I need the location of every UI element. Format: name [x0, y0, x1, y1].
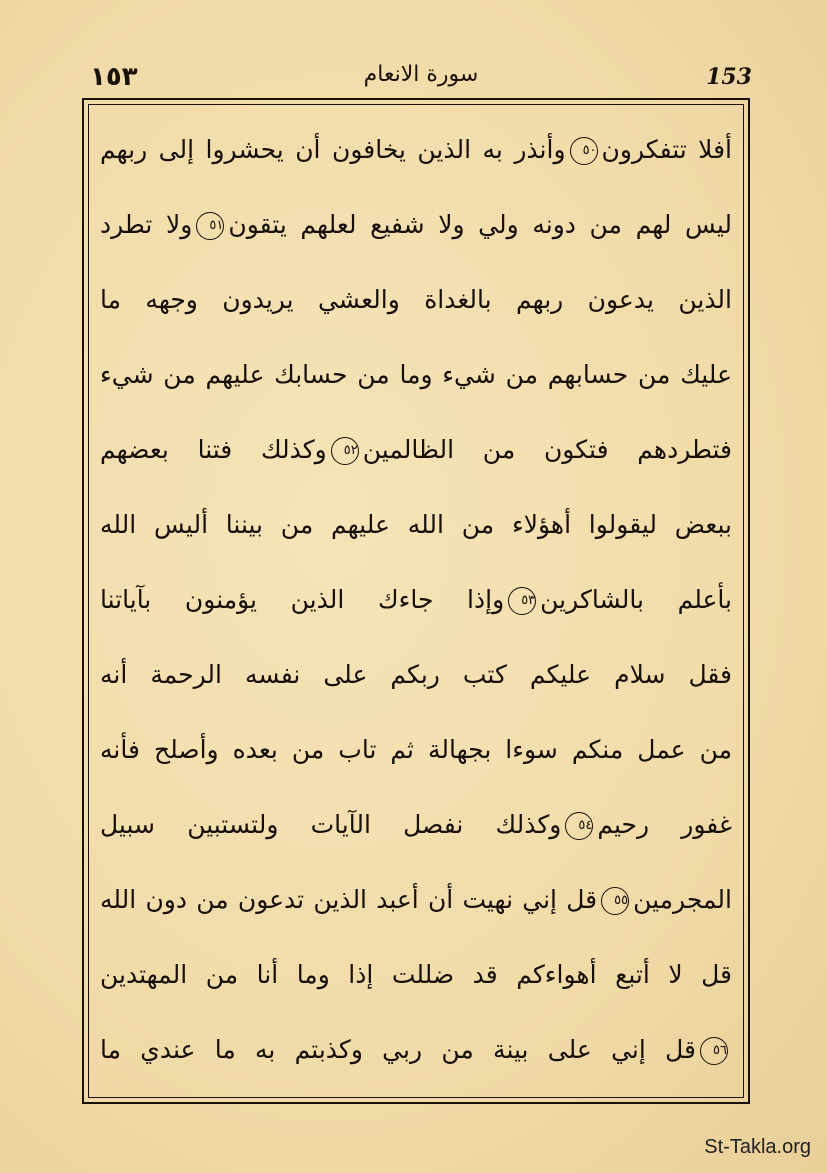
verse-text: بأعلم بالشاكرين	[540, 585, 732, 614]
text-line	[100, 130, 732, 170]
verse-text: عليك من حسابهم من شيء وما من حسابك عليهم من شيء	[100, 360, 732, 389]
verse-text: قل لا أتبع أهواءكم قد ضللت إذا وما أنا من المهتدين	[100, 960, 732, 989]
page-number-arabic: ١٥٣	[90, 62, 138, 92]
text-line	[100, 430, 732, 470]
verse-text: من عمل منكم سوءا بجهالة ثم تاب من بعده وأصلح فأنه	[100, 735, 732, 764]
ayah-number-marker: ٥١	[196, 212, 224, 240]
text-line	[100, 505, 732, 545]
verse-text: غفور رحيم	[597, 810, 732, 839]
text-line	[100, 805, 732, 845]
text-line	[100, 355, 732, 395]
verse-text: وأنذر به الذين يخافون أن يحشروا إلى ربهم	[100, 135, 566, 164]
page-number-latin: 153	[706, 64, 752, 90]
verse-text: فقل سلام عليكم كتب ربكم على نفسه الرحمة أنه	[100, 660, 732, 689]
ayah-number-marker: ٥٦	[700, 1037, 728, 1065]
verse-text: أفلا تتفكرون	[601, 135, 732, 164]
ayah-number-marker: ٥٠	[570, 137, 598, 165]
text-line	[100, 1030, 732, 1070]
text-line	[100, 880, 732, 920]
text-line	[100, 280, 732, 320]
verse-text: فتطردهم فتكون من الظالمين	[362, 435, 732, 464]
text-line	[100, 205, 732, 245]
text-line	[100, 655, 732, 695]
verse-text: قل إني على بينة من ربي وكذبتم به ما عندي ما	[100, 1035, 696, 1064]
ayah-number-marker: ٥٣	[508, 587, 536, 615]
site-watermark: St-Takla.org	[704, 1136, 811, 1158]
ayah-number-marker: ٥٤	[565, 812, 593, 840]
text-line	[100, 730, 732, 770]
text-line	[100, 580, 732, 620]
verse-text: وكذلك فتنا بعضهم	[100, 435, 327, 464]
verse-text: المجرمين	[633, 885, 732, 914]
verse-text: ليس لهم من دونه ولي ولا شفيع لعلهم يتقون	[228, 210, 732, 239]
verse-text: وإذا جاءك الذين يؤمنون بآياتنا	[100, 585, 505, 614]
page-header	[90, 62, 752, 94]
verse-text: ولا تطرد	[100, 210, 193, 239]
verse-text: ببعض ليقولوا أهؤلاء من الله عليهم من بيننا أليس الله	[100, 510, 732, 539]
ayah-number-marker: ٥٥	[601, 887, 629, 915]
ayah-number-marker: ٥٢	[331, 437, 359, 465]
verse-text: وكذلك نفصل الآيات ولتستبين سبيل	[100, 810, 562, 839]
verse-text: الذين يدعون ربهم بالغداة والعشي يريدون وجهه ما	[100, 285, 732, 314]
text-line	[100, 955, 732, 995]
quran-text-block	[96, 112, 736, 1092]
verse-text: قل إني نهيت أن أعبد الذين تدعون من دون الله	[100, 885, 598, 914]
surah-title: سورة الانعام	[363, 62, 479, 87]
